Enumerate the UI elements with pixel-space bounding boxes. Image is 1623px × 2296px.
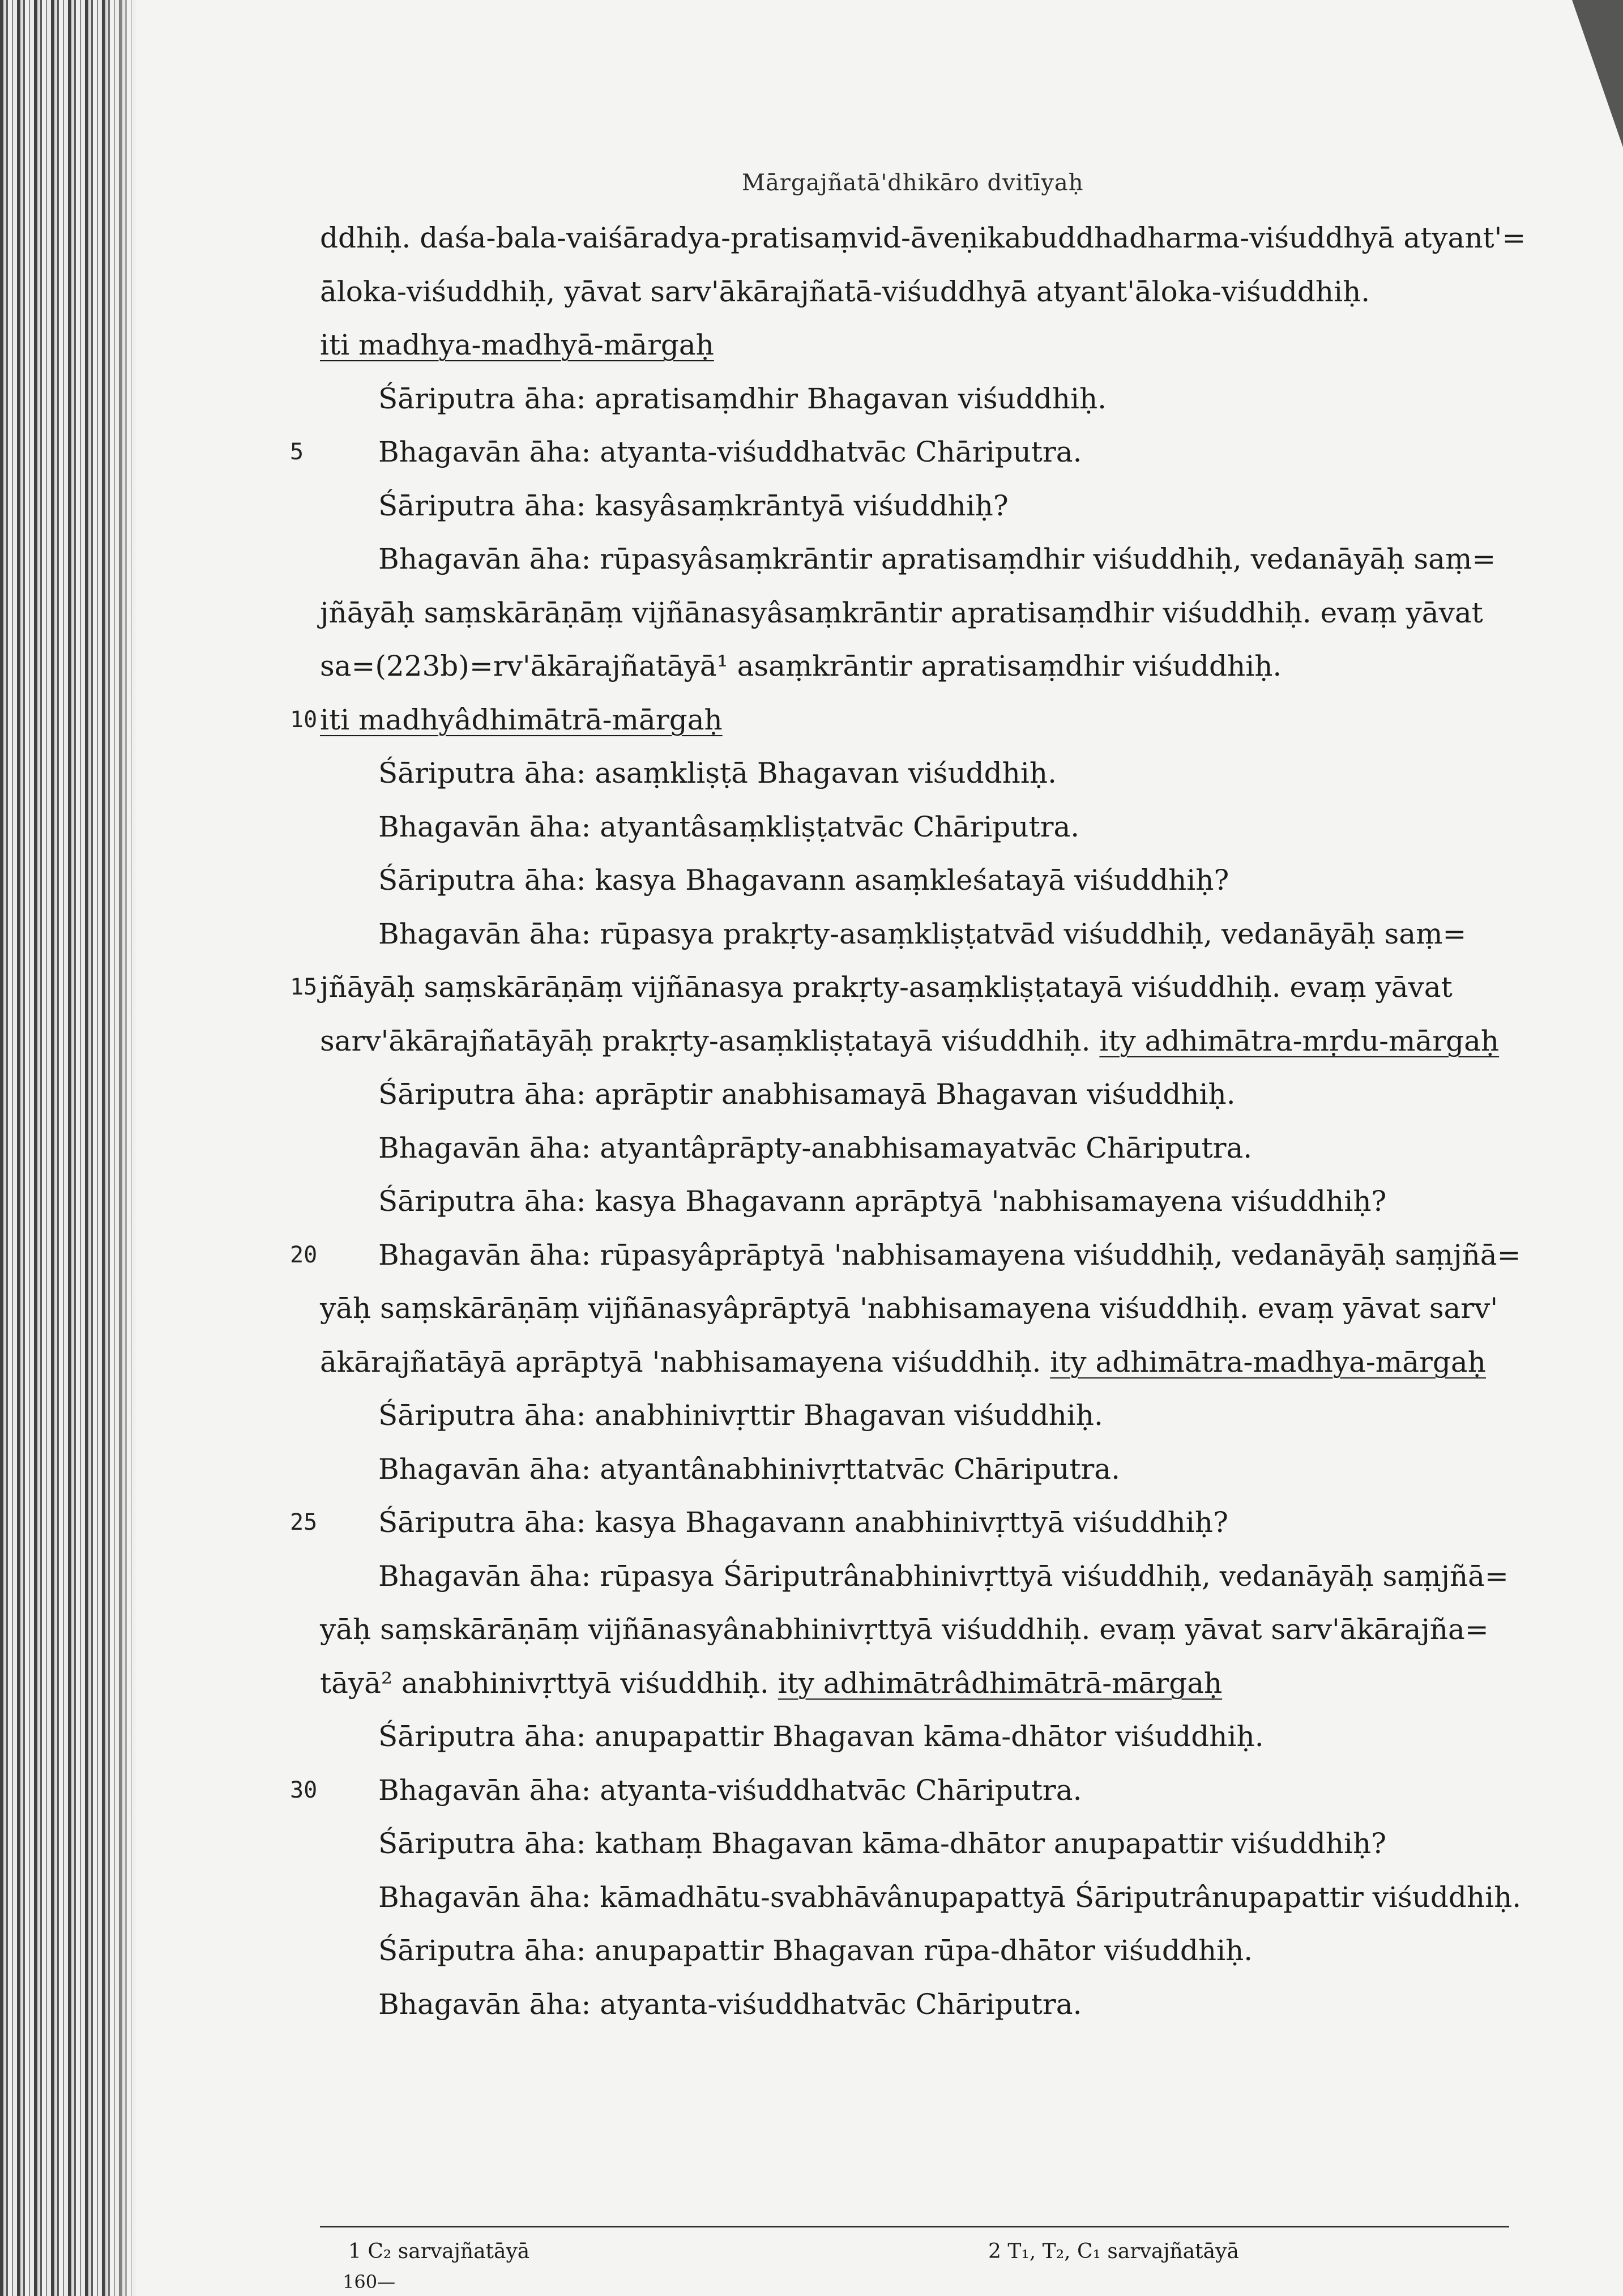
text-line <box>320 703 723 737</box>
text-line: Bhagavān āha: atyantânabhinivṛttatvāc Chāriputra. <box>378 1452 1121 1486</box>
text-line: Śāriputra āha: anabhinivṛttir Bhagavan viśuddhiḥ. <box>378 1399 1103 1432</box>
section-marker: ity adhimātrâdhimātrā-mārgaḥ <box>778 1666 1223 1700</box>
text-line: Bhagavān āha: rūpasya prakṛty-asaṃkliṣṭatvād viśuddhiḥ, vedanāyāḥ saṃ= <box>378 917 1467 950</box>
text-line <box>320 328 714 362</box>
text-line: jñāyāḥ saṃskārāṇāṃ vijñānasya prakṛty-asaṃkliṣṭatayā viśuddhiḥ. evaṃ yāvat <box>320 971 1453 1004</box>
text-line: Śāriputra āha: kasya Bhagavann asaṃkleśatayā viśuddhiḥ? <box>378 864 1229 897</box>
line-number: 5 <box>290 439 304 465</box>
footnote-1: 1 C₂ sarvajñatāyā <box>348 2240 530 2263</box>
text-line: yāḥ saṃskārāṇāṃ vijñānasyânabhinivṛttyā viśuddhiḥ. evaṃ yāvat sarv'ākārajña= <box>320 1613 1489 1646</box>
text-line: Śāriputra āha: aprāptir anabhisamayā Bhagavan viśuddhiḥ. <box>378 1078 1236 1111</box>
section-marker: iti madhya-madhyā-mārgaḥ <box>320 328 714 361</box>
text-line: Bhagavān āha: atyantâsaṃkliṣṭatvāc Chāriputra. <box>378 810 1080 843</box>
text-line <box>320 1345 1486 1379</box>
text-line: Śāriputra āha: anupapattir Bhagavan kāma-dhātor viśuddhiḥ. <box>378 1720 1264 1753</box>
text-line: Śāriputra āha: kathaṃ Bhagavan kāma-dhātor anupapattir viśuddhiḥ? <box>378 1827 1387 1860</box>
running-header: Mārgajñatā'dhikāro dvitīyaḥ <box>742 170 1084 196</box>
section-marker: iti madhyâdhimātrā-mārgaḥ <box>320 703 723 736</box>
text-line: Bhagavān āha: rūpasya Śāriputrânabhinivṛttyā viśuddhiḥ, vedanāyāḥ saṃjñā= <box>378 1559 1509 1593</box>
page-corner-shadow <box>1572 0 1623 147</box>
footnote-rule <box>320 2226 1509 2227</box>
text-line: āloka-viśuddhiḥ, yāvat sarv'ākārajñatā-viśuddhyā atyant'āloka-viśuddhiḥ. <box>320 275 1370 308</box>
line-number: 15 <box>290 974 318 1000</box>
text-line: Śāriputra āha: anupapattir Bhagavan rūpa-dhātor viśuddhiḥ. <box>378 1934 1253 1967</box>
text-line: Śāriputra āha: asaṃkliṣṭā Bhagavan viśuddhiḥ. <box>378 757 1057 789</box>
footnote-2: 2 T₁, T₂, C₁ sarvajñatāyā <box>988 2240 1239 2263</box>
section-marker: ity adhimātra-madhya-mārgaḥ <box>1050 1345 1486 1379</box>
text-line: Bhagavān āha: rūpasyâsaṃkrāntir apratisaṃdhir viśuddhiḥ, vedanāyāḥ saṃ= <box>378 543 1496 575</box>
text-line: Bhagavān āha: kāmadhātu-svabhāvânupapattyā Śāriputrânupapattir viśuddhiḥ. <box>378 1880 1522 1914</box>
text-segment: tāyā² anabhinivṛttyā viśuddhiḥ. <box>320 1666 778 1700</box>
text-line: sa=(223b)=rv'ākārajñatāyā¹ asaṃkrāntir apratisaṃdhir viśuddhiḥ. <box>320 650 1282 682</box>
page-number: 160— <box>343 2271 396 2293</box>
text-line: yāḥ saṃskārāṇāṃ vijñānasyâprāptyā 'nabhisamayena viśuddhiḥ. evaṃ yāvat sarv' <box>320 1292 1498 1325</box>
text-line <box>320 1666 1222 1700</box>
binding-shadow <box>102 0 153 2296</box>
text-line: Śāriputra āha: kasya Bhagavann aprāptyā 'nabhisamayena viśuddhiḥ? <box>378 1185 1387 1218</box>
line-number: 25 <box>290 1509 318 1535</box>
line-number: 30 <box>290 1777 318 1803</box>
line-number: 20 <box>290 1241 318 1268</box>
text-line: Bhagavān āha: atyanta-viśuddhatvāc Chāriputra. <box>378 1773 1082 1807</box>
line-number: 10 <box>290 706 318 733</box>
text-line: Bhagavān āha: atyanta-viśuddhatvāc Chāriputra. <box>378 1987 1082 2021</box>
text-line: Śāriputra āha: kasya Bhagavann anabhinivṛttyā viśuddhiḥ? <box>378 1506 1228 1539</box>
text-line: Śāriputra āha: apratisaṃdhir Bhagavan viśuddhiḥ. <box>378 382 1107 415</box>
text-line: Bhagavān āha: atyantâprāpty-anabhisamayatvāc Chāriputra. <box>378 1131 1253 1164</box>
text-line <box>320 1024 1499 1058</box>
text-line: Bhagavān āha: atyanta-viśuddhatvāc Chāriputra. <box>378 436 1082 468</box>
text-line: jñāyāḥ saṃskārāṇāṃ vijñānasyâsaṃkrāntir apratisaṃdhir viśuddhiḥ. evaṃ yāvat <box>320 596 1483 629</box>
text-segment: sarv'ākārajñatāyāḥ prakṛty-asaṃkliṣṭatayā viśuddhiḥ. <box>320 1024 1100 1057</box>
section-marker: ity adhimātra-mṛdu-mārgaḥ <box>1099 1024 1500 1057</box>
text-line: ddhiḥ. daśa-bala-vaiśāradya-pratisaṃvid-āveṇikabuddhadharma-viśuddhyā atyant'= <box>320 221 1526 254</box>
text-line: Śāriputra āha: kasyâsaṃkrāntyā viśuddhiḥ? <box>378 489 1009 522</box>
text-line: Bhagavān āha: rūpasyâprāptyā 'nabhisamayena viśuddhiḥ, vedanāyāḥ saṃjñā= <box>378 1238 1521 1271</box>
text-segment: ākārajñatāyā aprāptyā 'nabhisamayena viśuddhiḥ. <box>320 1345 1050 1379</box>
